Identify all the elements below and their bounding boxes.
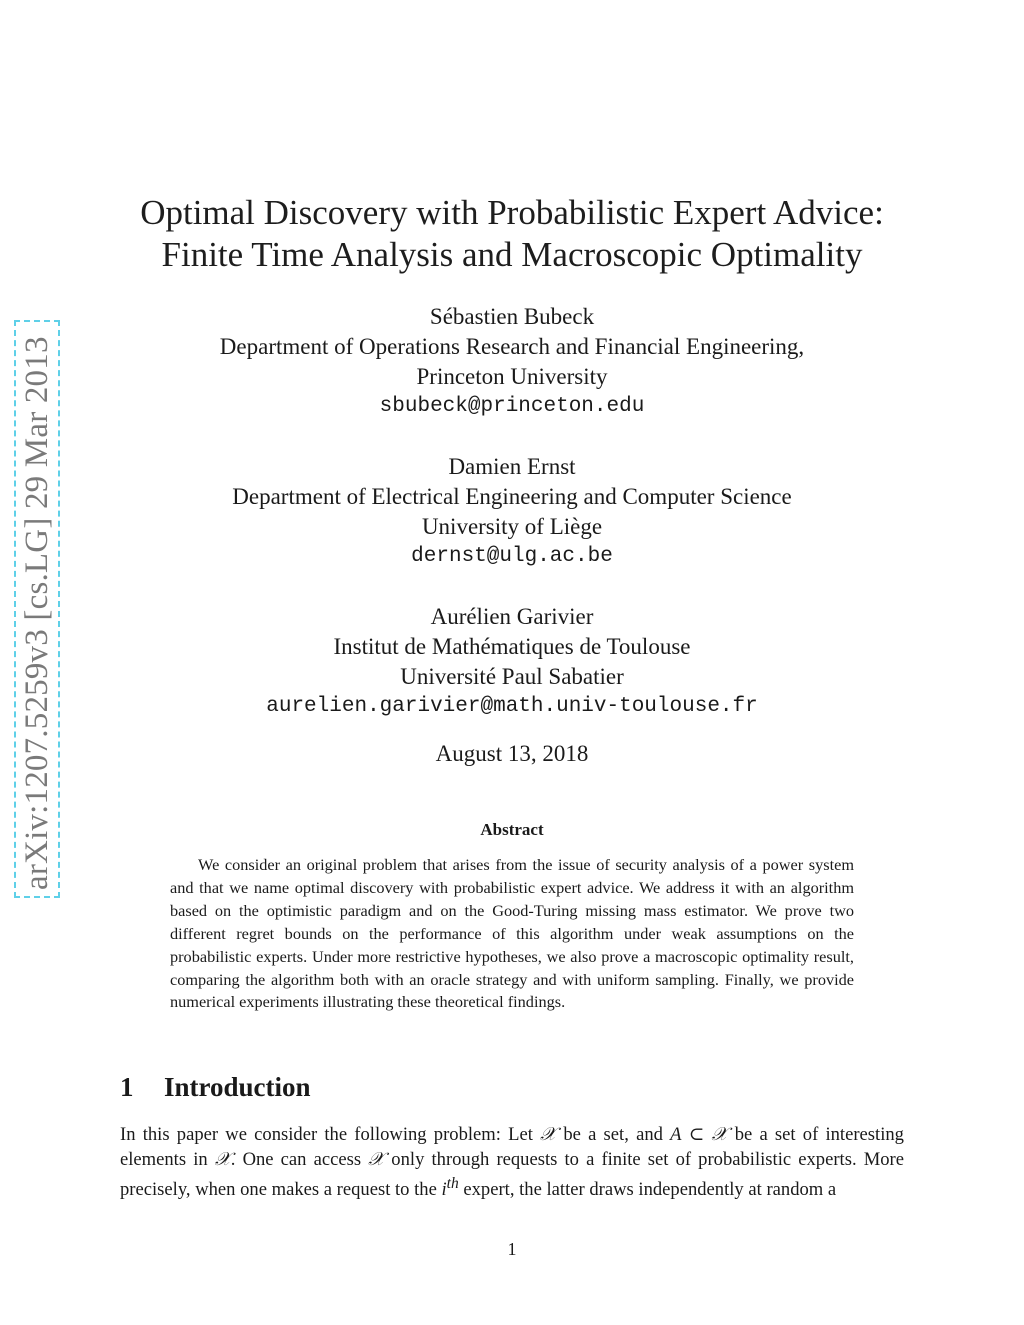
abstract-heading: Abstract xyxy=(480,820,544,839)
math-symbol: i xyxy=(441,1179,447,1201)
intro-text: expert, the latter draws independently at random a xyxy=(458,1179,837,1201)
math-symbol: A xyxy=(670,1124,682,1145)
author-block-1 xyxy=(0,302,1024,422)
math-symbol: 𝒳 xyxy=(540,1124,557,1145)
math-superscript: th xyxy=(446,1175,459,1192)
section-title: Introduction xyxy=(164,1072,311,1102)
author-email: sbubeck@princeton.edu xyxy=(379,395,645,418)
intro-paragraph xyxy=(120,1123,904,1203)
math-symbol: 𝒳 xyxy=(711,1124,728,1145)
author-affiliation: Department of Electrical Engineering and Computer Science xyxy=(232,484,792,509)
author-name: Sébastien Bubeck xyxy=(429,304,595,329)
math-symbol: ⊂ xyxy=(681,1124,712,1145)
author-email: aurelien.garivier@math.univ-toulouse.fr xyxy=(266,695,758,718)
math-symbol: 𝒳 xyxy=(214,1148,231,1170)
math-symbol: 𝒳 xyxy=(368,1148,385,1170)
abstract-text: We consider an original problem that arises from the issue of security analysis of a power system and that we name optimal discovery with probabilistic expert advice. We address it with an algorithm based on the optimistic paradigm and on the Good-Turing missing mass estimator. We prove two different regret bounds on the performance of this algorithm under weak assumptions on the probabilistic experts. Under more restrictive hypotheses, we also prove a macroscopic optimality result, comparing the algorithm both with an oracle strategy and with uniform sampling. Finally, we provide numerical experiments illustrating these theoretical findings. xyxy=(170,855,854,1012)
author-block-3 xyxy=(0,602,1024,722)
author-name: Damien Ernst xyxy=(448,454,576,479)
author-affiliation: Department of Operations Research and Financial Engineering, xyxy=(219,334,805,359)
intro-text: only through requests to a finite set of probabilistic experts. More precisely, when one makes a request to the xyxy=(120,1148,904,1201)
paper-date: August 13, 2018 xyxy=(435,741,589,766)
section-heading xyxy=(120,1070,311,1104)
page-number: 1 xyxy=(507,1239,517,1259)
author-institution: Université Paul Sabatier xyxy=(400,664,624,689)
title-line-1: Optimal Discovery with Probabilistic Expert Advice: xyxy=(140,193,884,232)
author-block-2 xyxy=(0,452,1024,572)
paper-title xyxy=(0,192,1024,276)
intro-text: In this paper we consider the following problem: Let xyxy=(120,1124,541,1145)
author-name: Aurélien Garivier xyxy=(430,604,594,629)
intro-text: be a set of interesting elements in xyxy=(120,1124,904,1170)
title-line-2: Finite Time Analysis and Macroscopic Optimality xyxy=(161,235,863,274)
author-institution: Princeton University xyxy=(416,364,608,389)
author-institution: University of Liège xyxy=(421,514,603,539)
intro-text: be a set, and xyxy=(556,1124,671,1145)
author-email: dernst@ulg.ac.be xyxy=(411,545,613,568)
section-number: 1 xyxy=(120,1072,134,1102)
author-affiliation: Institut de Mathématiques de Toulouse xyxy=(333,634,691,659)
arxiv-stamp: arXiv:1207.5259v3 [cs.LG] 29 Mar 2013 xyxy=(14,320,60,898)
intro-text: . One can access xyxy=(230,1148,369,1170)
